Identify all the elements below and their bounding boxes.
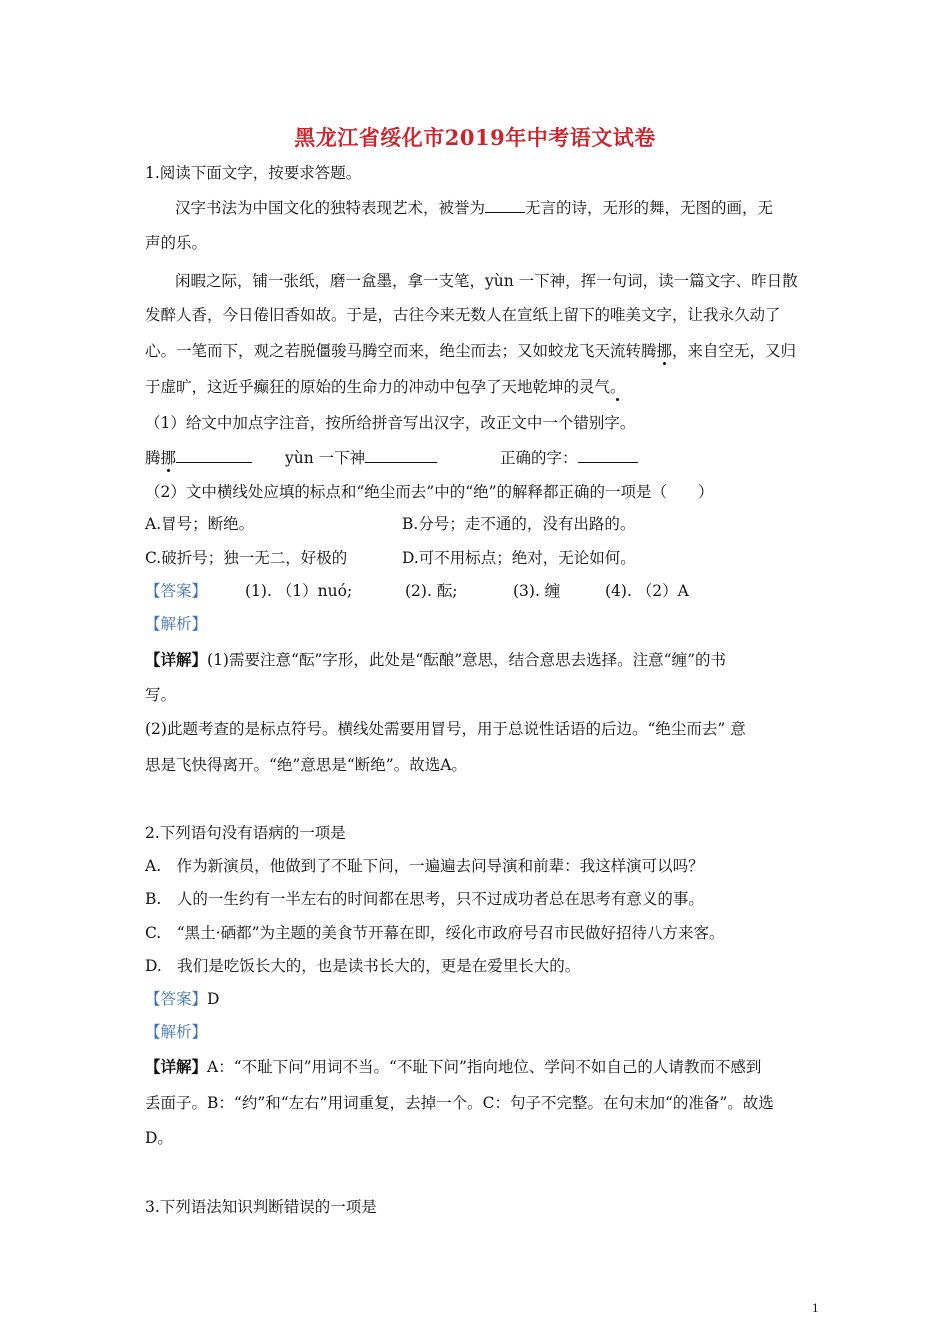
q1-p1-text: 无言的诗，无形的舞，无图的画，无: [525, 199, 774, 217]
detail-tag: 【详解】: [145, 1057, 208, 1076]
dotted-character: 。: [610, 378, 626, 396]
q1-p2-text: 心。一笔而下，观之若脱僵骏马腾空而来，绝尘而去；又如蛟龙飞天流转腾: [145, 342, 657, 360]
q1-sub2: （2）文中横线处应填的标点和“绝尘而去”中的“绝”的解释都正确的一项是（ ）: [145, 483, 714, 501]
q1-option-d: D.可不用标点；绝对，无论如何。: [402, 549, 636, 567]
answer-part: (1). （1）nuó;: [245, 582, 353, 600]
blank-line: [365, 446, 437, 463]
q1-passage-line: [175, 196, 773, 219]
q1-option-a: A.冒号；断绝。: [145, 515, 255, 533]
q1-detail-line: 写。: [145, 686, 177, 704]
q1-sub1: （1）给文中加点字注音，按所给拼音写出汉字，改正文中一个错别字。: [145, 414, 636, 432]
q1-p2-text: 于虚旷，这近乎癫狂的原始的生命力的冲动中包孕了天地乾坤的灵气: [145, 378, 611, 396]
q1-passage-line: 闲暇之际，铺一张纸，磨一盒墨，拿一支笔，yùn 一下神，挥一句词，读一篇文字、昨日散: [175, 272, 798, 290]
answer-part: (4). （2）A: [605, 582, 689, 600]
document-title: 黑龙江省绥化市2019年中考语文试卷: [294, 125, 656, 150]
answer-tag: 【答案】: [145, 582, 208, 600]
dotted-character: 挪: [160, 449, 177, 467]
q2-option-b: B. 人的一生约有一半左右的时间都在思考，只不过成功者总在思考有意义的事。: [145, 890, 704, 908]
answer-part: (3). 缠: [513, 582, 561, 600]
q1-passage-line: [145, 376, 626, 398]
q2-detail-line: 丢面子。B：“约”和“左右”用词重复，去掉一个。C：句子不完整。在句末加“的准备”。故选: [145, 1094, 774, 1112]
q2-option-d: D. 我们是吃饭长大的，也是读书长大的，更是在爱里长大的。: [145, 957, 581, 975]
q1-detail-line: 思是飞快得离开。“绝”意思是“断绝”。故选A。: [145, 756, 467, 774]
blank-line: [578, 446, 638, 463]
q1-detail-line: (2)此题考查的是标点符号。横线处需要用冒号，用于总说性话语的后边。“绝尘而去” 意: [145, 720, 746, 738]
page-number: 1: [812, 1300, 819, 1315]
q3-stem: 3.下列语法知识判断错误的一项是: [145, 1198, 377, 1216]
q1-p2-text: ，来自空无，又归: [672, 342, 797, 360]
blank-line: [485, 196, 525, 213]
q1-detail-line: 【详解】(1)需要注意“酝”字形，此处是“酝酿”意思，结合意思去选择。注意“缠”的书: [145, 650, 727, 669]
fill-item-3: 正确的字：: [500, 446, 638, 469]
q2-detail-line: D。: [145, 1129, 173, 1147]
q1-p1-text: 汉字书法为中国文化的独特表现艺术，被誉为: [175, 199, 486, 217]
blank-line: [176, 446, 252, 463]
dotted-character: 挪: [656, 342, 673, 360]
q1-stem: 1.阅读下面文字，按要求答题。: [145, 164, 362, 182]
fill-item-1: 腾挪: [145, 446, 252, 469]
q2-stem: 2.下列语句没有语病的一项是: [145, 824, 346, 842]
q1-passage-line: 声的乐。: [145, 234, 208, 252]
q2-option-a: A. 作为新演员，他做到了不耻下问，一遍遍去问导演和前辈：我这样演可以吗？: [145, 857, 704, 875]
q2-answer-line: [145, 988, 219, 1010]
detail-tag: 【详解】: [145, 650, 208, 669]
answer-value: D: [207, 990, 220, 1008]
q1-option-b: B.分号；走不通的，没有出路的。: [402, 515, 636, 533]
answer-part: (2). 酝;: [405, 582, 458, 600]
analysis-tag: 【解析】: [145, 1023, 208, 1041]
q1-passage-line: [145, 340, 796, 362]
q1-passage-line: 发醉人香，今日倦旧香如故。于是，古往今来无数人在宣纸上留下的唯美文字，让我永久动了: [145, 306, 781, 324]
analysis-tag: 【解析】: [145, 615, 208, 633]
q1-option-c: C.破折号；独一无二，好极的: [145, 549, 348, 567]
fill-item-2: yùn 一下神: [285, 446, 437, 469]
answer-tag: 【答案】: [145, 990, 208, 1008]
q2-option-c: C. “黑土·硒都”为主题的美食节开幕在即，绥化市政府号召市民做好招待八方来客。: [145, 924, 725, 942]
q2-detail-line: 【详解】A：“不耻下问”用词不当。“不耻下问”指向地位、学问不如自己的人请教而不感到: [145, 1057, 762, 1076]
